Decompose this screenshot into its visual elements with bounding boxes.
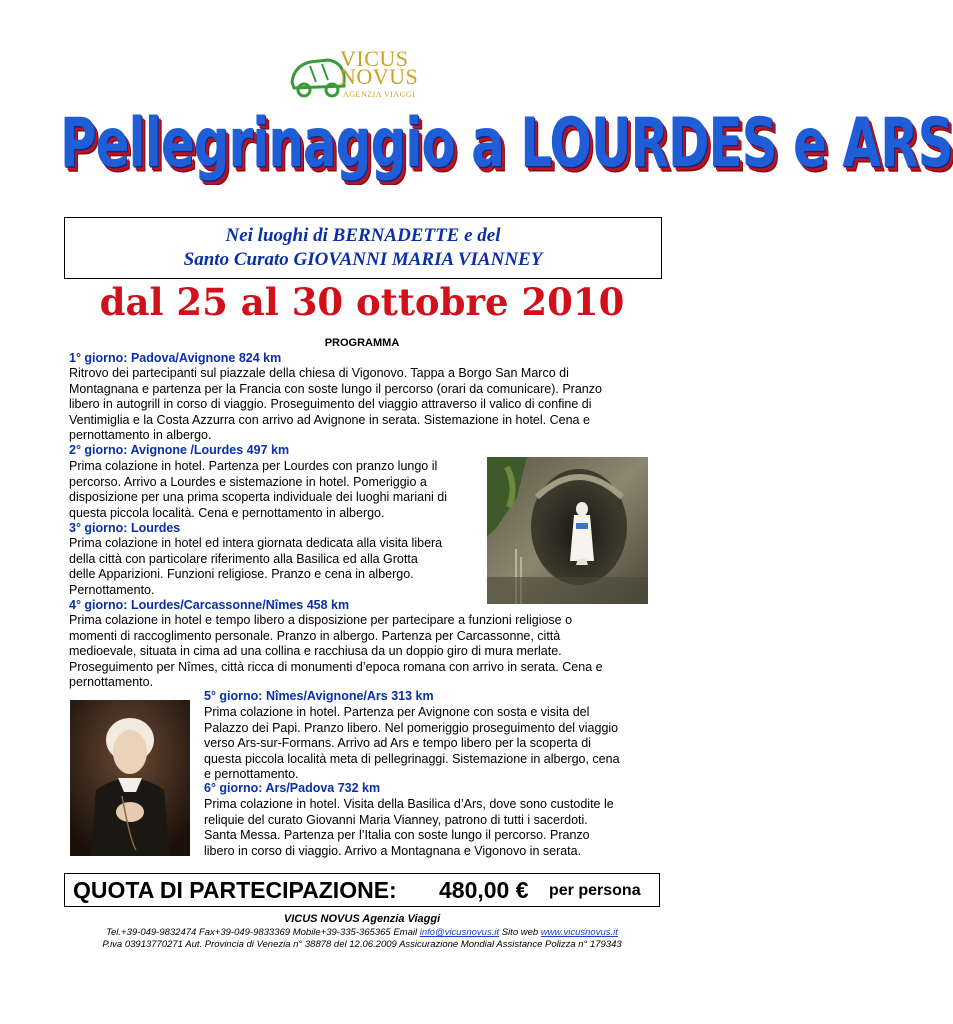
day-5-heading: 5° giorno: Nîmes/Avignone/Ars 313 km [204, 689, 434, 703]
page-title: Pellegrinaggio a LOURDES e ARS [60, 104, 953, 183]
vianney-portrait [70, 700, 190, 856]
day-5-text [204, 705, 656, 783]
car-logo-icon [288, 52, 348, 102]
lourdes-grotto-photo [487, 457, 648, 604]
day-6-line: Santa Messa. Partenza per l’Italia con soste lungo il percorso. Pranzo [204, 828, 590, 842]
trip-dates: dal 25 al 30 ottobre 2010 [99, 280, 625, 324]
day-6-heading: 6° giorno: Ars/Padova 732 km [204, 781, 381, 795]
footer-legal: P.iva 03913770271 Aut. Provincia di Venezia n° 38878 del 12.06.2009 Assicurazione Mondial Assistance Polizza n° 179343 [102, 939, 622, 950]
day-3-text [69, 536, 475, 598]
day-4-line: pernottamento. [69, 675, 154, 689]
logo-tagline: AGENZIA VIAGGI [343, 90, 416, 99]
website-link[interactable]: www.vicusnovus.it [540, 927, 618, 938]
day-1-line: Montagnana e partenza per la Francia con soste lungo il percorso (orari da comunicare). Pranzo [69, 381, 602, 396]
day-2-line: percorso. Arrivo a Lourdes e sistemazione in hotel. Pomeriggio a [69, 474, 427, 489]
subtitle-line-2: Santo Curato GIOVANNI MARIA VIANNEY [183, 249, 543, 270]
footer [0, 912, 724, 951]
day-3-line: Pernottamento. [69, 582, 155, 597]
day-5-line: Palazzo dei Papi. Pranzo libero. Nel pomeriggio proseguimento del viaggio [204, 720, 619, 735]
day-6-line: Prima colazione in hotel. Visita della Basilica d’Ars, dove sono custodite le [204, 797, 614, 811]
day-4-line: Proseguimento per Nîmes, città ricca di monumenti d’epoca romana con arrivo in serata. Cena e [69, 659, 603, 674]
day-1-heading: 1° giorno: Padova/Avignone 824 km [69, 351, 282, 365]
email-link[interactable]: info@vicusnovus.it [419, 927, 500, 938]
day-6-line: reliquie del curato Giovanni Maria Vianney, patrono di tutti i sacerdoti. [204, 812, 588, 827]
day-1-line: Ritrovo dei partecipanti sul piazzale della chiesa di Vigonovo. Tappa a Borgo San Marco di [69, 366, 569, 380]
logo-name: VICUS NOVUS [340, 46, 419, 89]
day-6-line: libero in corso di viaggio. Arrivo a Montagnana e Vigonovo in serata. [204, 843, 582, 858]
price-label: QUOTA DI PARTECIPAZIONE: [73, 877, 397, 903]
day-3-line: della città con particolare riferimento alla Basilica ed alla Grotta [69, 551, 418, 566]
day-3-line: Prima colazione in hotel ed intera giornata dedicata alla visita libera [69, 536, 443, 550]
day-4-text [69, 613, 657, 691]
day-2-line: questa piccola località. Cena e pernottamento in albergo. [69, 505, 385, 520]
day-4-line: momenti di raccoglimento personale. Pranzo in albergo. Partenza per Carcassonne, città [69, 628, 561, 643]
agency-logo [288, 46, 438, 106]
day-3-heading: 3° giorno: Lourdes [69, 521, 181, 535]
day-4-heading: 4° giorno: Lourdes/Carcassonne/Nîmes 458 km [69, 598, 350, 612]
day-3-line: delle Apparizioni. Funzioni religiose. Pranzo e cena in albergo. [69, 567, 414, 581]
day-1-text [69, 366, 657, 444]
day-4-line: Prima colazione in hotel e tempo libero a disposizione per partecipare a funzioni religiose o [69, 613, 573, 627]
footer-agency: VICUS NOVUS Agenzia Viaggi [283, 913, 441, 925]
programma-heading: PROGRAMMA [324, 337, 400, 349]
price-box [64, 873, 660, 907]
day-1-line: pernottamento in albergo. [69, 428, 212, 442]
price-unit: per persona [549, 882, 641, 899]
day-6-text [204, 797, 656, 859]
day-1-line: libero in autogrill in corso di viaggio. Proseguimento del viaggio attraverso il valico di confine di [69, 397, 592, 411]
day-2-text [69, 459, 475, 521]
footer-contacts [0, 927, 724, 939]
day-1-line: Ventimiglia e la Costa Azzurra con arrivo ad Avignone in serata. Sistemazione in hotel. Cena e [69, 412, 590, 427]
price-value: 480,00 € [439, 877, 529, 903]
day-2-heading: 2° giorno: Avignone /Lourdes 497 km [69, 443, 290, 457]
day-2-line: disposizione per una prima scoperta individuale dei luoghi mariani di [69, 490, 447, 504]
contacts-text: Tel.+39-049-9832474 Fax+39-049-9833369 Mobile+39-335-365365 Email [106, 927, 420, 938]
site-label: Sito web [499, 927, 541, 938]
day-4-line: medioevale, situata in cima ad una collina e racchiusa da un doppio giro di mura merlate. [69, 644, 562, 658]
day-5-line: Prima colazione in hotel. Partenza per Avignone con sosta e visita del [204, 705, 590, 719]
subtitle-box [64, 217, 662, 279]
day-5-line: questa piccola località meta di pellegrinaggi. Sistemazione in albergo, cena [204, 751, 620, 766]
day-5-line: verso Ars-sur-Formans. Arrivo ad Ars e tempo libero per la scoperta di [204, 736, 591, 750]
day-2-line: Prima colazione in hotel. Partenza per Lourdes con pranzo lungo il [69, 459, 438, 473]
subtitle-line-1: Nei luoghi di BERNADETTE e del [225, 225, 501, 246]
day-5-line: e pernottamento. [204, 767, 299, 781]
